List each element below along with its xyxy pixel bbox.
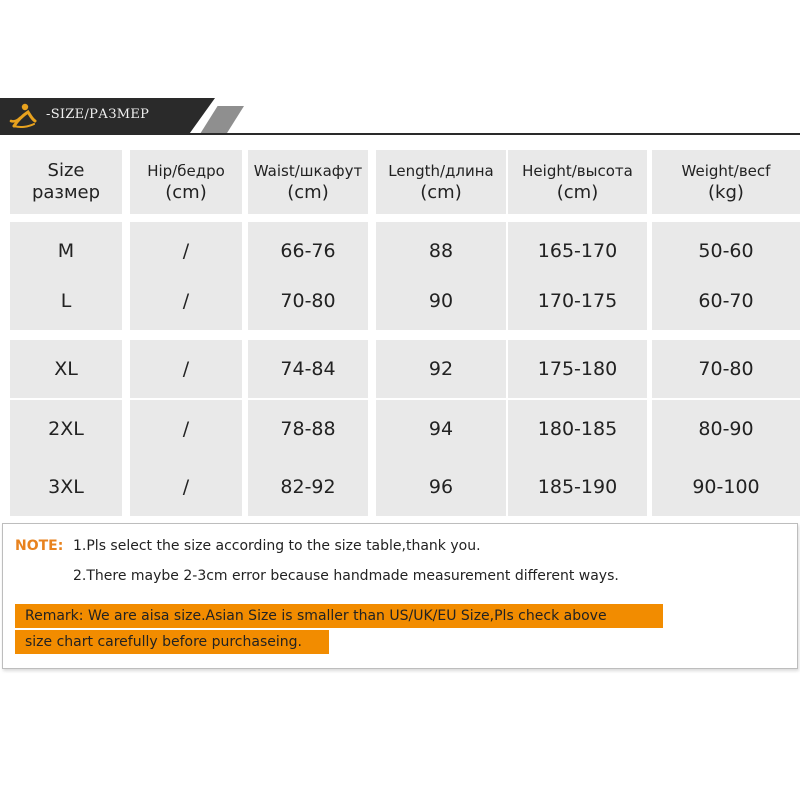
header-cell-line-2: (cm) bbox=[556, 182, 599, 203]
table-cell-height: 175-180 bbox=[508, 340, 647, 398]
table-header-row bbox=[10, 150, 800, 214]
header-cell-line-1: Hip/бедро bbox=[147, 162, 225, 180]
table-cell-length: 96 bbox=[376, 458, 506, 516]
table-row bbox=[10, 340, 800, 398]
table-cell-waist: 78-88 bbox=[248, 400, 368, 458]
header-accent-stripe bbox=[200, 106, 244, 134]
table-cell-length: 92 bbox=[376, 340, 506, 398]
table-cell-height: 180-185 bbox=[508, 400, 647, 458]
table-row bbox=[10, 400, 800, 458]
table-cell-waist: 74-84 bbox=[248, 340, 368, 398]
header-cell-line-2: (cm) bbox=[420, 182, 462, 203]
header-cell-line-2: (cm) bbox=[165, 182, 207, 203]
note-line-2: 2.There maybe 2-3cm error because handmade measurement different ways. bbox=[73, 568, 619, 584]
header-cell-size bbox=[10, 150, 122, 214]
table-cell-height: 185-190 bbox=[508, 458, 647, 516]
table-cell-weight: 70-80 bbox=[652, 340, 800, 398]
table-cell-waist: 70-80 bbox=[248, 272, 368, 330]
table-cell-size: L bbox=[10, 272, 122, 330]
table-cell-weight: 50-60 bbox=[652, 222, 800, 280]
table-cell-waist: 82-92 bbox=[248, 458, 368, 516]
table-cell-height: 170-175 bbox=[508, 272, 647, 330]
table-cell-length: 90 bbox=[376, 272, 506, 330]
table-cell-size: 2XL bbox=[10, 400, 122, 458]
table-cell-hip: / bbox=[130, 222, 242, 280]
header-cell-line-1: Height/высота bbox=[522, 162, 633, 180]
table-cell-weight: 60-70 bbox=[652, 272, 800, 330]
header-cell-weight bbox=[652, 150, 800, 214]
table-row bbox=[10, 272, 800, 330]
header-cell-height bbox=[508, 150, 647, 214]
table-cell-weight: 80-90 bbox=[652, 400, 800, 458]
table-cell-size: XL bbox=[10, 340, 122, 398]
note-label: NOTE: bbox=[15, 538, 64, 554]
table-cell-hip: / bbox=[130, 458, 242, 516]
header-cell-line-1: Size bbox=[47, 160, 85, 181]
table-cell-hip: / bbox=[130, 400, 242, 458]
header-cell-length bbox=[376, 150, 506, 214]
table-cell-waist: 66-76 bbox=[248, 222, 368, 280]
header-cell-line-2: (cm) bbox=[287, 182, 329, 203]
header-cell-line-1: Waist/шкафут bbox=[253, 162, 363, 180]
header-cell-waist bbox=[248, 150, 368, 214]
table-cell-size: M bbox=[10, 222, 122, 280]
header-cell-line-2: размер bbox=[31, 182, 101, 203]
header-cell-line-1: Weight/весf bbox=[681, 162, 771, 180]
section-title: -SIZE/РАЗМЕР bbox=[46, 107, 150, 122]
table-cell-size: 3XL bbox=[10, 458, 122, 516]
remark-line-2: size chart carefully before purchaseing. bbox=[15, 630, 329, 654]
remark-line-1: Remark: We are aisa size.Asian Size is smaller than US/UK/EU Size,Pls check above bbox=[15, 604, 663, 628]
table-cell-length: 88 bbox=[376, 222, 506, 280]
note-line-1: 1.Pls select the size according to the size table,thank you. bbox=[73, 538, 481, 554]
table-cell-height: 165-170 bbox=[508, 222, 647, 280]
header-cell-line-1: Length/длина bbox=[388, 162, 494, 180]
header-underline bbox=[0, 133, 800, 135]
header-cell-line-2: (kg) bbox=[708, 182, 744, 203]
table-cell-weight: 90-100 bbox=[652, 458, 800, 516]
notes-box bbox=[2, 523, 798, 669]
header-cell-hip bbox=[130, 150, 242, 214]
runner-logo-icon bbox=[8, 102, 38, 130]
table-row bbox=[10, 458, 800, 516]
table-cell-length: 94 bbox=[376, 400, 506, 458]
section-header bbox=[0, 98, 800, 138]
table-cell-hip: / bbox=[130, 272, 242, 330]
table-cell-hip: / bbox=[130, 340, 242, 398]
